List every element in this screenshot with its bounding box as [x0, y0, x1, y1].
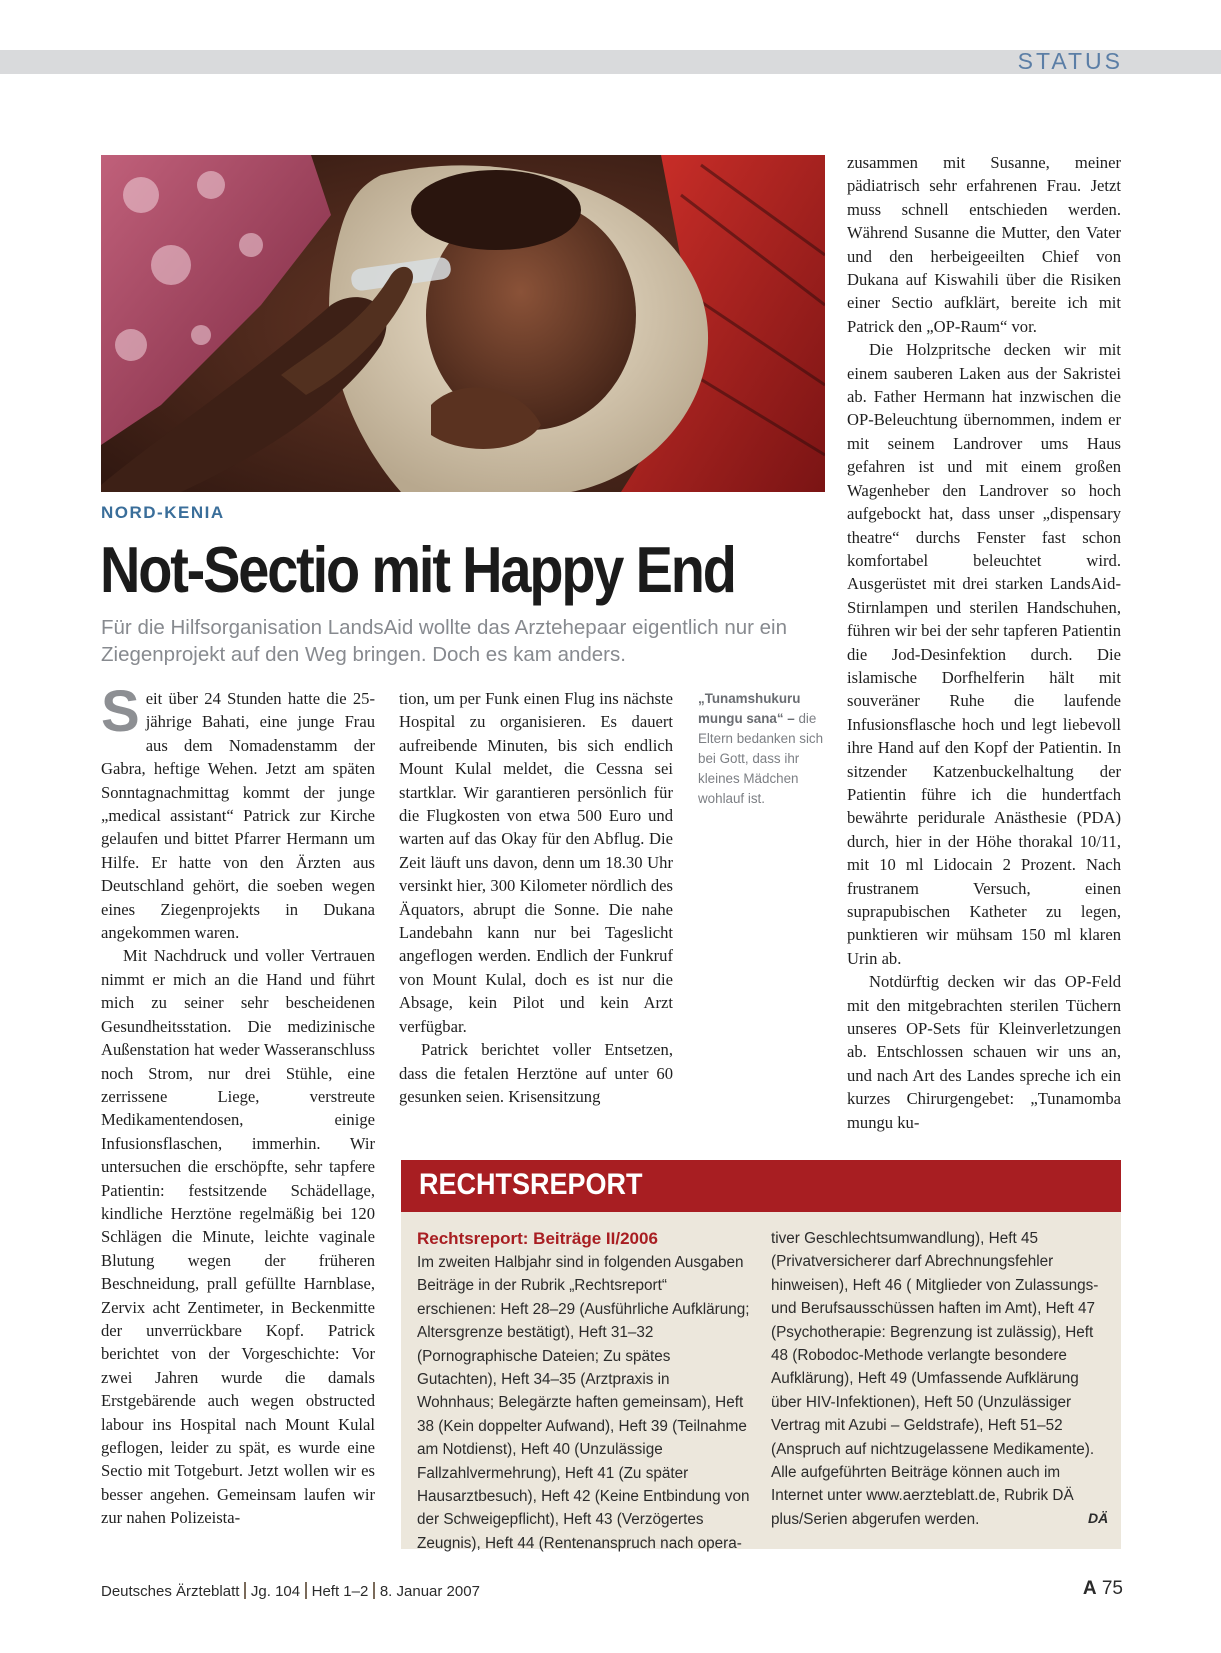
paragraph: eit über 24 Stunden hatte die 25-jährige Bahati, eine junge Frau aus dem Nomadenstamm der Gabra, heftige Wehen. Jetzt am späten Sonntagnachmittag kommt der junge „medical assistant“ Patrick zur Kirche gelaufen und bittet Pfarrer Hermann um Hilfe. Er hatte von den Ärzten aus Deutschland gehört, die soeben wegen eines Ziegenprojekts in Dukana angekommen waren.	[101, 689, 375, 943]
page-footer	[101, 1582, 480, 1600]
article-subhead: Für die Hilfsorganisation LandsAid wollte das Arztehepaar eigentlich nur ein Ziegenprojekt auf den Weg bringen. Doch es kam anders.	[101, 616, 788, 666]
footer-separator	[244, 1582, 246, 1599]
paragraph: Die Holzpritsche decken wir mit einem sauberen Laken aus der Sakristei ab. Father Hermann hat inzwischen die OP-Beleuchtung übernommen, indem er mit seinem Landrover ums Haus gefahren ist und mit einem großen Wagenheber den Landrover so hoch aufgebockt hat, dass unser „dispensary theatre“ durchs Fenster fast schon komfortabel beleuchtet wird. Ausgerüstet mit drei starken LandsAid-Stirnlampen und sterilen Handschuhen, führen wir bei der sehr tapferen Patientin die Jod-Desinfektion durch. Die islamische Dorfhelferin hält mit souveräner Ruhe die laufende Infusionsflasche hoch und legt liebevoll ihre Hand auf den Kopf der Patientin. In sitzender Katzenbuckelhaltung der Patientin führe ich die hundertfach bewährte peridurale Anästhesie (PDA) durch, hier in der Höhe thorakal 10/11, mit 10 ml Lidocain 2 Prozent. Nach frustranem Versuch, einen suprapubischen Katheter zu legen, punktieren wir mühsam 150 ml klaren Urin ab.	[847, 340, 1121, 968]
rechtsreport-subhead: Rechtsreport: Beiträge II/2006	[417, 1229, 658, 1248]
article-kicker: NORD-KENIA	[101, 503, 225, 522]
journal-date: 8. Januar 2007	[379, 1583, 480, 1600]
journal-issue: Heft 1–2	[311, 1583, 369, 1600]
section-label: STATUS	[1017, 48, 1123, 74]
page-prefix: A	[1082, 1578, 1097, 1599]
drop-cap: S	[101, 679, 140, 744]
article-column-1	[101, 679, 375, 1530]
photo-caption-quote	[698, 689, 830, 809]
paragraph: Notdürftig decken wir das OP-Feld mit den mitgebrachten sterilen Tüchern unseres OP-Sets für Kleinverletzungen ab. Entschlossen schauen wir uns an, und nach Art des Landes spreche ich ein kurzes Chirurgengebet: „Tunamomba mungu ku-	[847, 972, 1121, 1132]
journal-volume: Jg. 104	[250, 1583, 301, 1600]
article-column-2	[399, 687, 673, 1108]
paragraph: tion, um per Funk einen Flug ins nächste Hospital zu organisieren. Es dauert aufreibende Minuten, bis sich endlich Mount Kulal meldet, die Cessna sei startklar. Wir garantieren persönlich für die Flugkosten von etwa 500 Euro und warten auf das Okay für den Abflug. Die Zeit läuft uns davon, denn um 18.30 Uhr versinkt hier, 300 Kilometer nördlich des Äquators, abrupt die Sonne. Die nahe Landebahn kann nur bei Tageslicht angeflogen werden. Endlich der Funkruf von Mount Kulal, doch es ist nur die Absage, kein Pilot und kein Arzt verfügbar.	[399, 689, 673, 1036]
page-number	[1083, 1578, 1123, 1600]
article-column-3	[847, 151, 1121, 1134]
footer-separator	[305, 1582, 307, 1599]
rechtsreport-title: RECHTSREPORT	[419, 1168, 643, 1201]
paragraph: Mit Nachdruck und voller Vertrauen nimmt er mich an die Hand und führt mich zu seiner sehr bescheidenen Gesundheitsstation. Die medizinische Außenstation hat weder Wasseranschluss noch Strom, nur drei Stühle, eine zerrissene Liege, verstreute Medikamentendosen, einige Infusionsflaschen, immerhin. Wir untersuchen die erschöpfte, sehr tapfere Patientin: festsitzende Schädellage, kindliche Herztöne regelmäßig bei 120 Schlägen die Minute, leichte vaginale Blutung wegen der früheren Beschneidung, prall gefüllte Harnblase, Zervix acht Zentimeter, in Beckenmitte der unverrückbare Kopf. Patrick berichtet von der Vorgeschichte: Vor zwei Jahren wurde die damals Erstgebärende auch wegen obstructed labour ins Hospital nach Mount Kulal geflogen, leider zu spät, es wurde eine Sectio mit Totgeburt. Jetzt wollen wir es besser angehen. Gemeinsam laufen wir zur nahen Polizeista-	[101, 946, 375, 1528]
rechtsreport-column-2: tiver Geschlechtsumwandlung), Heft 45 (Privatversicherer darf Abrechnungsfehler hinweisen), Heft 46 ( Mitglieder von Zulassungs- und Berufsausschüssen haften im Amt), Heft 47 (Psychotherapie: Begrenzung ist zulässig), Heft 48 (Robodoc-Methode verlangte besondere Aufklärung), Heft 49 (Umfassende Aufklärung über HIV-Infektionen), Heft 50 (Unzulässiger Vertrag mit Azubi – Geldstrafe), Heft 51–52 (Anspruch auf nichtzugelassene Medikamente). Alle aufgeführten Beiträge können auch im Internet unter www.aerzteblatt.de, Rubrik DÄ plus/Serien abgerufen werden.	[771, 1230, 1099, 1528]
journal-name: Deutsches Ärzteblatt	[101, 1583, 240, 1600]
quote-head: „Tunamshukuru mungu sana“ –	[698, 691, 801, 726]
footer-separator	[373, 1582, 375, 1599]
article-photo	[101, 155, 825, 492]
paragraph: zusammen mit Susanne, meiner pädiatrisch sehr erfahrenen Frau. Jetzt muss schnell entschieden werden. Während Susanne die Mutter, den Vater und den herbeigeeilten Chief von Dukana auf Kiswahili über die Risiken einer Sectio aufklärt, bereite ich mit Patrick den „OP-Raum“ vor.	[847, 153, 1121, 336]
page-number-value: 75	[1101, 1578, 1123, 1599]
article-headline: Not-Sectio mit Happy End	[100, 533, 735, 606]
rechtsreport-column-1: Im zweiten Halbjahr sind in folgenden Ausgaben Beiträge in der Rubrik „Rechtsreport“ erschienen: Heft 28–29 (Ausführliche Aufklärung; Altersgrenze bestätigt), Heft 31–32 (Pornographische Dateien; Zu spätes Gutachten), Heft 34–35 (Arztpraxis in Wohnhaus; Belegärzte haften gemeinsam), Heft 38 (Kein doppelter Aufwand), Heft 39 (Teilnahme am Notdienst), Heft 40 (Unzulässige Fallzahlvermehrung), Heft 41 (Zu später Hausarztbesuch), Heft 42 (Keine Entbindung von der Schweigepflicht), Heft 43 (Verzögertes Zeugnis), Heft 44 (Rentenanspruch nach opera-	[417, 1254, 750, 1552]
rechtsreport-signature: DÄ	[1088, 1510, 1109, 1526]
quote-body: die Eltern bedanken sich bei Gott, dass ihr kleines Mädchen wohlauf ist.	[698, 711, 824, 806]
paragraph: Patrick berichtet voller Entsetzen, dass die fetalen Herztöne auf unter 60 gesunken seien. Krisensitzung	[399, 1040, 673, 1106]
